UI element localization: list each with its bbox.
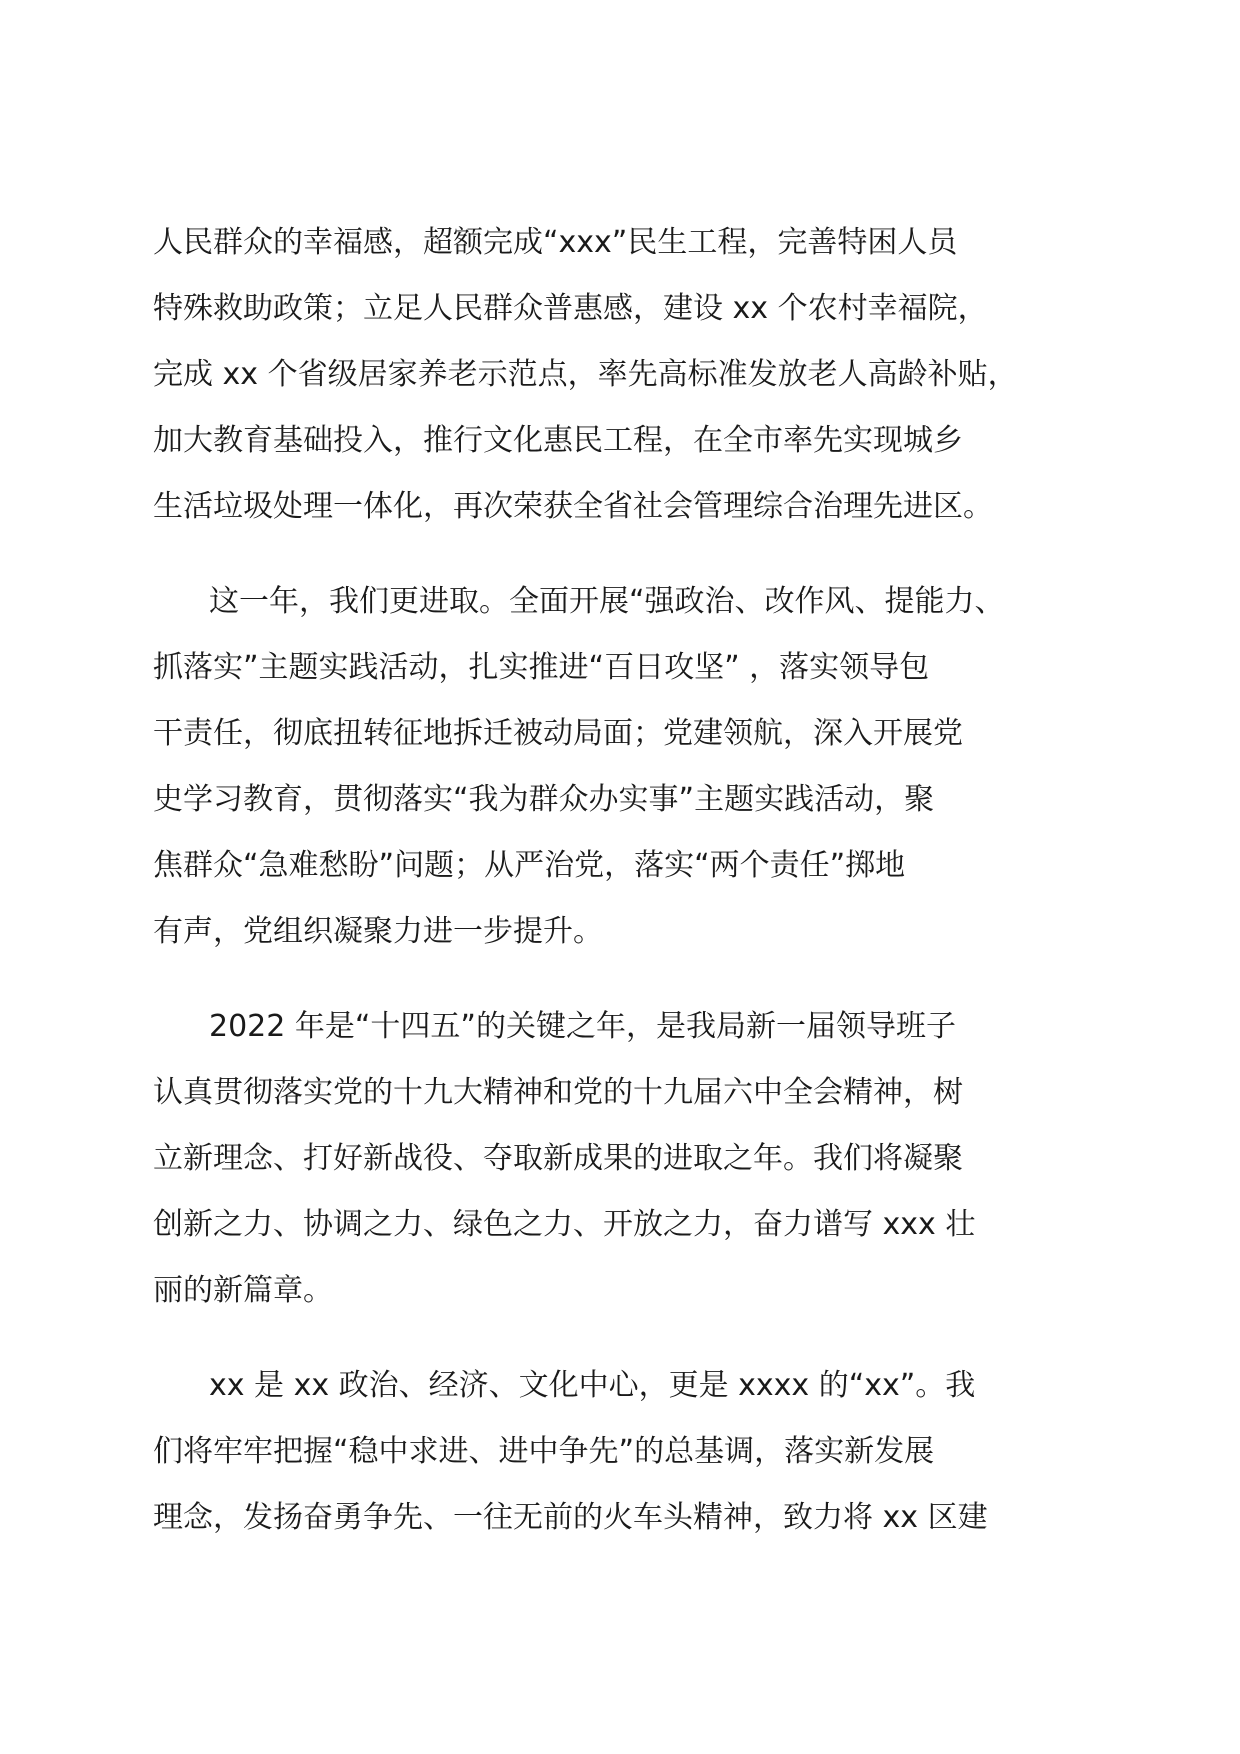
paragraph-1 [153, 210, 1093, 540]
text-line: 加大教育基础投入，推行文化惠民工程，在全市率先实现城乡 [153, 423, 963, 458]
text-line: 干责任，彻底扭转征地拆迁被动局面；党建领航，深入开展党 [153, 716, 963, 751]
paragraph-2 [153, 569, 1093, 965]
text-line: 生活垃圾处理一体化，再次荣获全省社会管理综合治理先进区。 [153, 489, 993, 524]
text-line: 有声，党组织凝聚力进一步提升。 [153, 914, 603, 949]
text-line: 人民群众的幸福感，超额完成“xxx”民生工程，完善特困人员 [153, 225, 958, 260]
text-line: 立新理念、打好新战役、夺取新成果的进取之年。我们将凝聚 [153, 1141, 963, 1176]
paragraph-4 [153, 1353, 1093, 1551]
text-line: 们将牢牢把握“稳中求进、进中争先”的总基调，落实新发展 [153, 1434, 935, 1469]
text-line: 焦群众“急难愁盼”问题；从严治党，落实“两个责任”掷地 [153, 848, 906, 883]
text-line: xx 是 xx 政治、经济、文化中心，更是 xxxx 的“xx”。我 [209, 1368, 976, 1403]
text-line: 创新之力、协调之力、绿色之力、开放之力，奋力谱写 xxx 壮 [153, 1207, 976, 1242]
body-text [153, 210, 1093, 1551]
text-line: 认真贯彻落实党的十九大精神和党的十九届六中全会精神，树 [153, 1075, 963, 1110]
text-line: 丽的新篇章。 [153, 1273, 333, 1308]
text-line: 史学习教育，贯彻落实“我为群众办实事”主题实践活动，聚 [153, 782, 935, 817]
text-line: 抓落实”主题实践活动，扎实推进“百日攻坚” ，落实领导包 [153, 650, 930, 685]
text-line: 2022 年是“十四五”的关键之年，是我局新一届领导班子 [209, 1009, 956, 1044]
paragraph-3 [153, 994, 1093, 1324]
text-line: 这一年，我们更进取。全面开展“强政治、改作风、提能力、 [209, 584, 1005, 619]
text-line: 理念，发扬奋勇争先、一往无前的火车头精神，致力将 xx 区建 [153, 1500, 988, 1535]
text-line: 完成 xx 个省级居家养老示范点，率先高标准发放老人高龄补贴， [153, 357, 1018, 392]
text-line: 特殊救助政策；立足人民群众普惠感，建设 xx 个农村幸福院， [153, 291, 988, 326]
